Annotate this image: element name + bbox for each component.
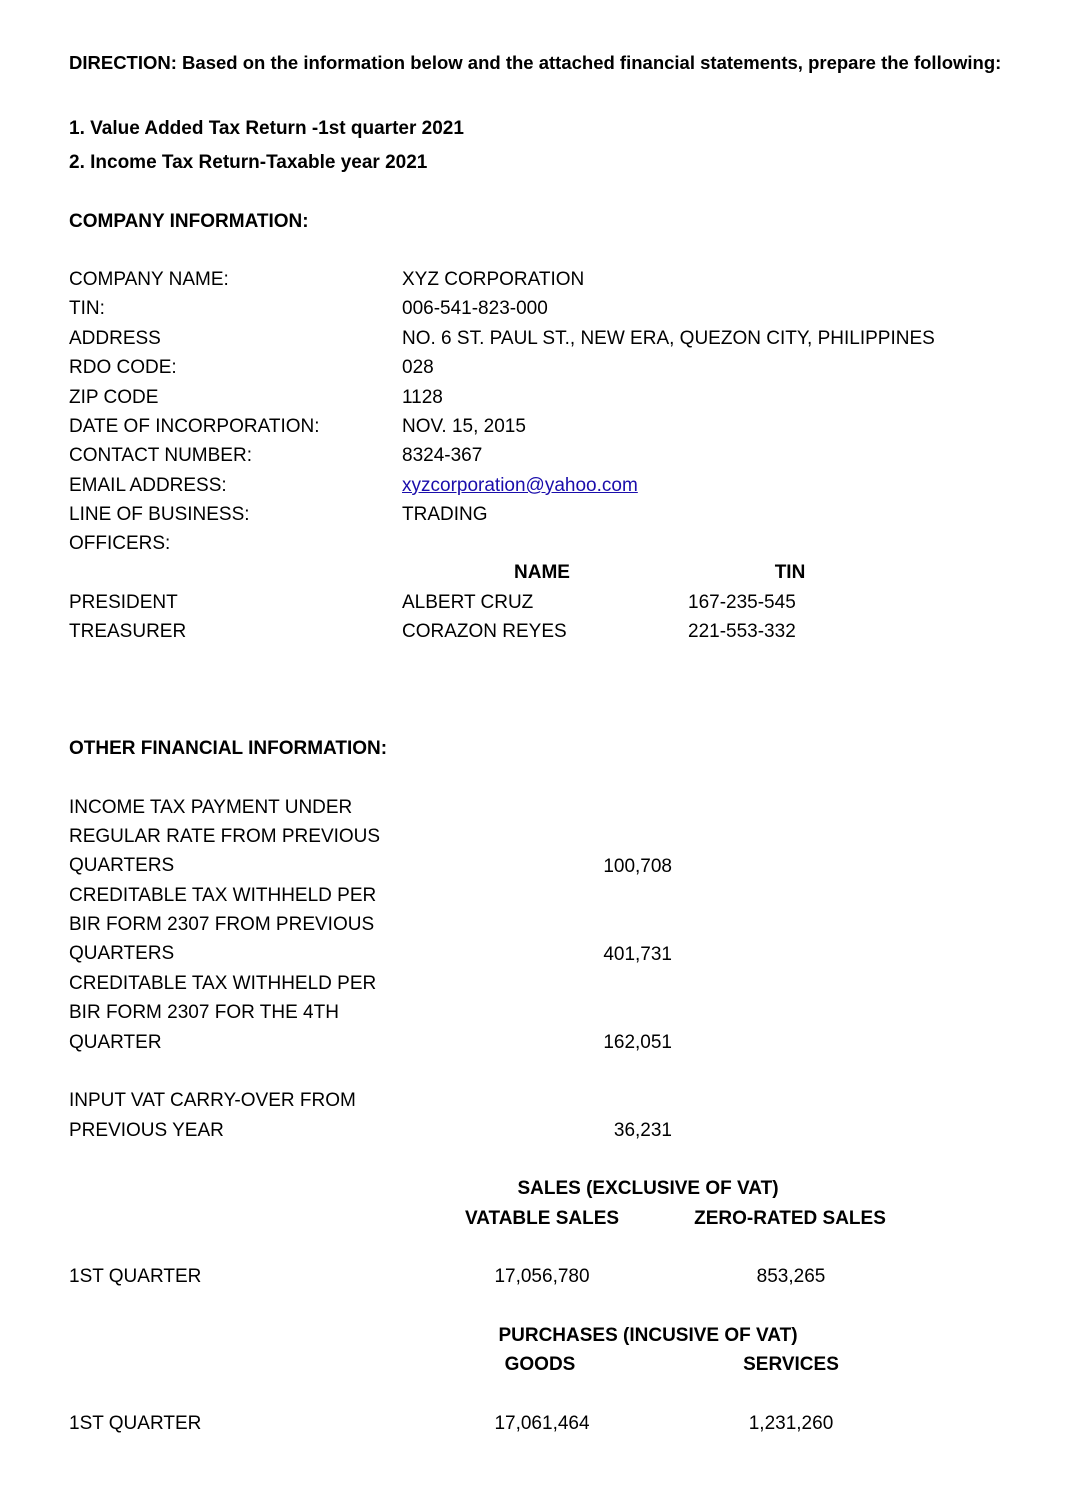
direction-text: DIRECTION: Based on the information below and the attached financial statements, prepare the following:	[69, 52, 1002, 73]
sales-vatable-value: 17,056,780	[494, 1266, 590, 1287]
officer-tin-treasurer: 221-553-332	[688, 621, 796, 642]
label-company-name: COMPANY NAME:	[69, 269, 229, 290]
financial-item-label-line: INPUT VAT CARRY-OVER FROM	[69, 1090, 356, 1111]
officer-name-president: ALBERT CRUZ	[402, 592, 534, 613]
label-zip-code: ZIP CODE	[69, 387, 159, 408]
label-line-of-business: LINE OF BUSINESS:	[69, 504, 250, 525]
label-date-of-incorporation: DATE OF INCORPORATION:	[69, 416, 320, 437]
value-date-of-incorporation: NOV. 15, 2015	[402, 416, 526, 437]
financial-item-label-line: CREDITABLE TAX WITHHELD PER	[69, 885, 377, 906]
label-tin: TIN:	[69, 298, 105, 319]
financial-item-label-line: PREVIOUS YEAR	[69, 1120, 224, 1141]
company-info-heading: COMPANY INFORMATION:	[69, 211, 309, 232]
sales-zero-rated-value: 853,265	[756, 1266, 826, 1287]
email-link[interactable]: xyzcorporation@yahoo.com	[402, 475, 638, 496]
label-email-address: EMAIL ADDRESS:	[69, 475, 227, 496]
value-company-name: XYZ CORPORATION	[402, 269, 585, 290]
officers-header-name: NAME	[514, 562, 570, 583]
financial-item-label-line: QUARTERS	[69, 943, 175, 964]
amount-input-vat-carry-over: 36,231	[613, 1120, 672, 1141]
financial-item-label-line: BIR FORM 2307 FOR THE 4TH	[69, 1002, 339, 1023]
purchases-header-goods: GOODS	[504, 1354, 576, 1375]
purchases-header-services: SERVICES	[743, 1354, 839, 1375]
purchases-goods-value: 17,061,464	[494, 1413, 590, 1434]
purchases-title: PURCHASES (INCUSIVE OF VAT)	[498, 1325, 798, 1346]
officers-header-tin: TIN	[774, 562, 806, 583]
financial-item-label-line: INCOME TAX PAYMENT UNDER	[69, 797, 353, 818]
value-contact-number: 8324-367	[402, 445, 483, 466]
other-financial-heading: OTHER FINANCIAL INFORMATION:	[69, 738, 388, 759]
sales-header-vatable: VATABLE SALES	[464, 1208, 620, 1229]
purchases-row-label: 1ST QUARTER	[69, 1413, 202, 1434]
financial-item-label-line: QUARTERS	[69, 855, 175, 876]
task-item-vat: 1. Value Added Tax Return -1st quarter 2021	[69, 118, 464, 139]
officer-role-treasurer: TREASURER	[69, 621, 187, 642]
value-address: NO. 6 ST. PAUL ST., NEW ERA, QUEZON CITY, PHILIPPINES	[402, 328, 935, 349]
financial-item-label-line: REGULAR RATE FROM PREVIOUS	[69, 826, 381, 847]
amount-cwt-previous-quarters: 401,731	[603, 944, 672, 965]
task-item-income-tax: 2. Income Tax Return-Taxable year 2021	[69, 152, 428, 173]
value-line-of-business: TRADING	[402, 504, 488, 525]
officer-tin-president: 167-235-545	[688, 592, 796, 613]
value-rdo-code: 028	[402, 357, 434, 378]
amount-cwt-4th-quarter: 162,051	[603, 1032, 672, 1053]
purchases-services-value: 1,231,260	[748, 1413, 834, 1434]
label-rdo-code: RDO CODE:	[69, 357, 177, 378]
label-officers: OFFICERS:	[69, 533, 171, 554]
financial-item-label-line: BIR FORM 2307 FROM PREVIOUS	[69, 914, 375, 935]
officer-name-treasurer: CORAZON REYES	[402, 621, 567, 642]
officer-role-president: PRESIDENT	[69, 592, 178, 613]
label-address: ADDRESS	[69, 328, 161, 349]
sales-row-label: 1ST QUARTER	[69, 1266, 202, 1287]
value-tin: 006-541-823-000	[402, 298, 548, 319]
financial-item-label-line: QUARTER	[69, 1032, 162, 1053]
label-contact-number: CONTACT NUMBER:	[69, 445, 252, 466]
amount-income-tax-previous-quarters: 100,708	[603, 856, 672, 877]
financial-item-label-line: CREDITABLE TAX WITHHELD PER	[69, 973, 377, 994]
sales-header-zero-rated: ZERO-RATED SALES	[694, 1208, 886, 1229]
sales-title: SALES (EXCLUSIVE OF VAT)	[517, 1178, 779, 1199]
value-zip-code: 1128	[402, 387, 443, 408]
